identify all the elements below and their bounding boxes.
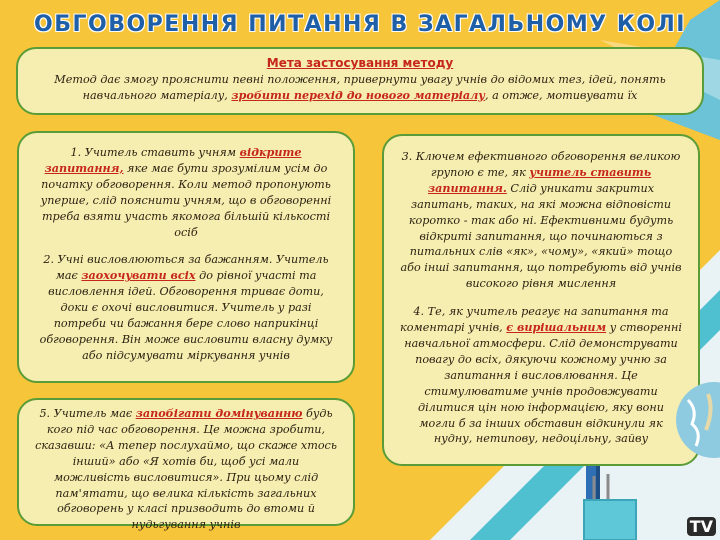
page-title: ОБГОВОРЕННЯ ПИТАННЯ В ЗАГАЛЬНОМУ КОЛІ xyxy=(34,12,686,37)
step-2-highlight: заохочувати всіх xyxy=(81,268,196,283)
step-1-text: 1. Учитель ставить учням відкрите запитання, яке має бути зрозумілим усім до початку обговорення. Коли метод пропонують уперше, слід пояснити учням, що в обговоренні треба взяти участь якомога більшій кількості осіб xyxy=(40,145,332,239)
goal-text: Метод дає змогу прояснити певні положення, привернути увагу учнів до відомих тез, ідей, понять навчального матеріалу, зробити перехід до нового матеріалу, а отже, мотивувати їх xyxy=(54,73,666,102)
step-2-text: 2. Учні висловлюються за бажанням. Учитель має заохочувати всіх до рівної участі та висловлення ідей. Обговорення триває доти, доки є охочі висловитися. Учитель у разі потреби чи бажання бере слово наприкінці обговорення. Він може висловити власну думку або підсумувати міркування учнів xyxy=(39,253,333,362)
watermark-logo: TV xyxy=(687,517,716,536)
goal-heading: Мета застосування методу xyxy=(266,56,454,70)
step-5-text: 5. Учитель має запобігати домінуванню будь кого під час обговорення. Це можна зробити, сказавши: «А тепер послухаймо, що скаже хтось інший» або «Я хотів би, щоб усі мали можливість висловитися». При цьому слід пам'ятати, що велика кількість загальних обговорень у класі призводить до втоми й нудьгування учнів xyxy=(35,406,337,532)
step-3-text: 3. Ключем ефективного обговорення великою групою є те, як учитель ставить запитання. Слід уникати закритих запитань, таких, на які можна відповісти коротко - так або ні. Ефективними будуть відкриті запитання, що починаються з питальних слів «як», «чому», «який» тощо або інші запитання, що потребують від учнів високого рівня мислення xyxy=(400,150,682,291)
step-5-box xyxy=(17,398,355,532)
step-1-highlight: відкрите запитання, xyxy=(44,145,302,175)
step-3-highlight: учитель ставить запитання. xyxy=(427,164,652,195)
step-4-text: 4. Те, як учитель реагує на запитання та коментарі учнів, є вирішальним у створенні навчальної атмосфери. Слід демонструвати повагу до всіх, дякуючи кожному учню за запитання і висловлювання. Це стимулюватиме учнів продовжувати ділитися цін ною інформацією, яку вони могли б за інших обставин відкинули як нудну, нетипову, недоцільну, зайву xyxy=(400,305,682,446)
step-4-highlight: є вирішальним xyxy=(506,320,607,335)
step-5-highlight: запобігати домінуванню xyxy=(135,406,303,420)
steps-1-2-box xyxy=(17,131,355,383)
binder-clip-icon xyxy=(580,470,640,540)
steps-3-4-box xyxy=(382,134,700,466)
globe-icon xyxy=(668,380,720,470)
goal-box xyxy=(16,47,704,115)
goal-highlight: зробити перехід до нового матеріалу xyxy=(231,87,485,102)
